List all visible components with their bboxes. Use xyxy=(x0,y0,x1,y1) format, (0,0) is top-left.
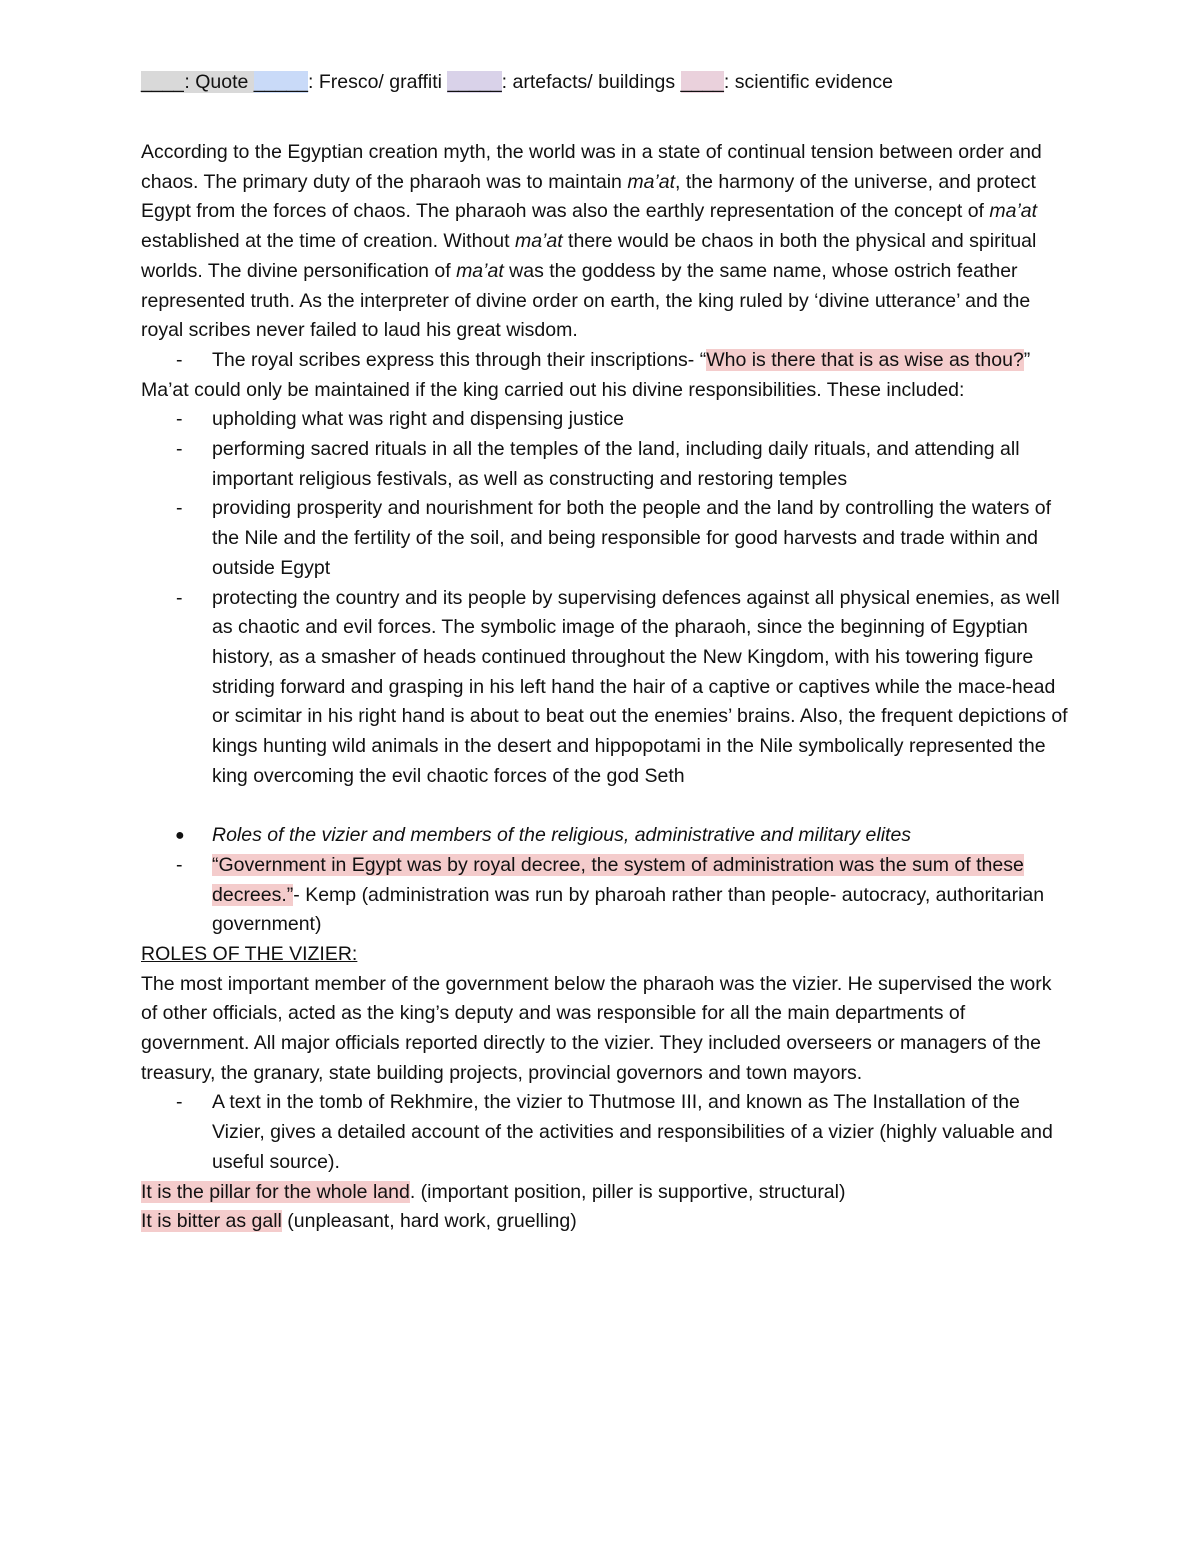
maat-intro-paragraph: Ma’at could only be maintained if the king carried out his divine responsibilities. These included: xyxy=(141,378,965,401)
dash-marker: - xyxy=(176,1091,183,1114)
list-item: - protecting the country and its people by supervising defences against all physical enemies, as well as chaotic and evil forces. The symbolic image of the pharaoh, since the beginning of Egyptian history, as a smasher of heads continued throughout the New Kingdom, with his towering figure striding forward and grasping in his left hand the hair of a captive or captives while the mace-head or scimitar in his right hand is about to beat out the enemies’ brains. Also, the frequent depictions of kings hunting wild animals in the desert and hippopotami in the Nile symbolically represented the king overcoming the evil chaotic forces of the god Seth xyxy=(141,584,1071,792)
list-item: - A text in the tomb of Rekhmire, the vizier to Thutmose III, and known as The Installation of the Vizier, gives a detailed account of the activities and responsibilities of a vizier (highly valuable and useful source). xyxy=(141,1088,1071,1177)
highlighted-quote: It is the pillar for the whole land xyxy=(141,1180,410,1203)
legend-artefacts-label: : artefacts/ buildings xyxy=(501,71,681,93)
dash-marker: - xyxy=(176,497,183,520)
document-page xyxy=(141,68,1071,1237)
legend-science-swatch: ____ xyxy=(680,71,724,93)
vizier-paragraph: The most important member of the government below the pharaoh was the vizier. He supervised the work of other officials, acted as the king’s deputy and was responsible for all the main departments of government. All major officials reported directly to the vizier. They included overseers or managers of the treasury, the granary, state building projects, provincial governors and town mayors. xyxy=(141,972,1052,1084)
highlighted-quote: Who is there that is as wise as thou? xyxy=(706,348,1024,371)
list-item: - performing sacred rituals in all the temples of the land, including daily rituals, and attending all important religious festivals, as well as constructing and restoring temples xyxy=(141,435,1071,494)
dash-marker: - xyxy=(176,348,183,371)
responsibilities-list xyxy=(141,405,1071,791)
legend-quote-swatch: ____ xyxy=(141,71,185,93)
list-item: - upholding what was right and dispensing justice xyxy=(141,405,1071,435)
legend-science-label: : scientific evidence xyxy=(723,71,893,93)
list-item: - “Government in Egypt was by royal decree, the system of administration was the sum of these decrees.”- Kemp (administration was run by pharoah rather than people- autocracy, authoritarian government) xyxy=(141,851,1071,940)
dash-marker: - xyxy=(176,586,183,609)
list-item: - The royal scribes express this through their inscriptions- “Who is there that is as wise as thou?” xyxy=(141,346,1071,376)
list-item xyxy=(141,821,1071,851)
intro-paragraph: According to the Egyptian creation myth, the world was in a state of continual tension between order and chaos. The primary duty of the pharaoh was to maintain ma’at, the harmony of the universe, and protect Egypt from the forces of chaos. The pharaoh was also the earthly representation of the concept of ma’at established at the time of creation. Without ma’at there would be chaos in both the physical and spiritual worlds. The divine personification of ma’at was the goddess by the same name, whose ostrich feather represented truth. As the interpreter of divine order on earth, the king ruled by ‘divine utterance’ and the royal scribes never failed to laud his great wisdom. xyxy=(141,141,1042,342)
legend-quote-label: : Quote xyxy=(184,71,254,93)
roles-heading-list xyxy=(141,821,1071,851)
roles-heading: Roles of the vizier and members of the religious, administrative and military elites xyxy=(212,824,912,847)
highlighted-quote: It is bitter as gall xyxy=(141,1210,282,1233)
vizier-heading: ROLES OF THE VIZIER: xyxy=(141,942,358,965)
gall-line: It is bitter as gall (unpleasant, hard work, gruelling) xyxy=(141,1210,577,1233)
legend-artefacts-swatch: _____ xyxy=(447,71,502,93)
list-item: - providing prosperity and nourishment for both the people and the land by controlling the waters of the Nile and the fertility of the soil, and being responsible for good harvests and trade within and outside Egypt xyxy=(141,494,1071,583)
scribes-list xyxy=(141,346,1071,376)
highlight-legend xyxy=(141,68,1071,98)
legend-fresco-swatch: _____ xyxy=(253,71,308,93)
dash-marker: - xyxy=(176,853,183,876)
pillar-line: It is the pillar for the whole land. (important position, piller is supportive, structural) xyxy=(141,1180,846,1203)
rekhmire-list xyxy=(141,1088,1071,1177)
dash-marker: - xyxy=(176,408,183,431)
bullet-marker: ● xyxy=(175,827,185,845)
dash-marker: - xyxy=(176,438,183,461)
legend-fresco-label: : Fresco/ graffiti xyxy=(308,71,448,93)
highlighted-quote: “Government in Egypt was by royal decree, the system of administration was the sum of these decrees.” xyxy=(212,853,1024,906)
kemp-list xyxy=(141,851,1071,940)
